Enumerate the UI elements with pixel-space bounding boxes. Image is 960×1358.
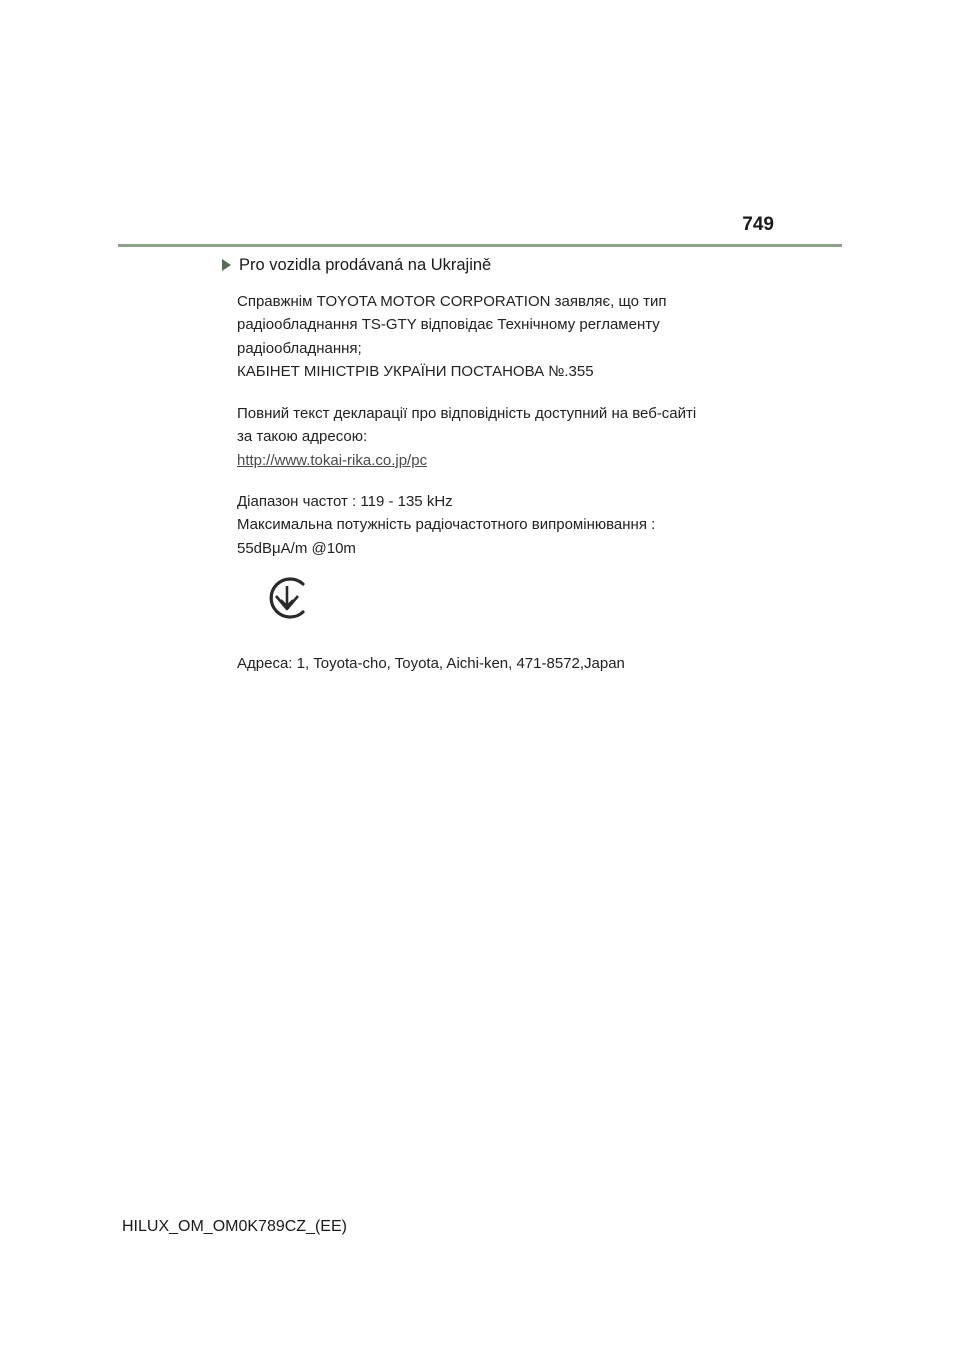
footer-document-code: HILUX_OM_OM0K789CZ_(EE) [122, 1218, 347, 1235]
specs-block [237, 490, 655, 560]
address-text: Адреса: 1, Toyota-cho, Toyota, Aichi-ken, 471-8572,Japan [237, 655, 625, 672]
section-heading [222, 254, 491, 276]
section-heading-text: Pro vozidla prodávaná na Ukrajině [239, 255, 492, 274]
declaration-line: радіообладнання; [237, 339, 362, 357]
max-power-value: 55dBμA/m @10m [237, 539, 356, 557]
declaration-line: Справжнім TOYOTA MOTOR CORPORATION заявляє, що тип [237, 293, 667, 310]
declaration-line: радіообладнання TS-GTY відповідає Технічному регламенту [237, 316, 660, 334]
declaration-line: КАБІНЕТ МІНІСТРІВ УКРАЇНИ ПОСТАНОВА №.355 [237, 363, 594, 381]
full-text-line: Повний текст декларації про відповідність доступний на веб-сайті [237, 405, 697, 422]
header-rule [118, 244, 842, 247]
declaration-block [237, 290, 667, 384]
address-block [237, 652, 625, 675]
frequency-range: Діапазон частот : 119 - 135 kHz [237, 493, 453, 510]
triangle-right-icon [222, 259, 231, 271]
max-power-label: Максимальна потужність радіочастотного випромінювання : [237, 516, 656, 534]
full-text-block [237, 402, 696, 472]
declaration-url-link[interactable]: http://www.tokai-rika.co.jp/pc [237, 451, 428, 469]
ukraine-conformity-mark-icon [263, 574, 311, 622]
full-text-line: за такою адресою: [237, 428, 368, 446]
page-number: 749 [742, 214, 774, 235]
